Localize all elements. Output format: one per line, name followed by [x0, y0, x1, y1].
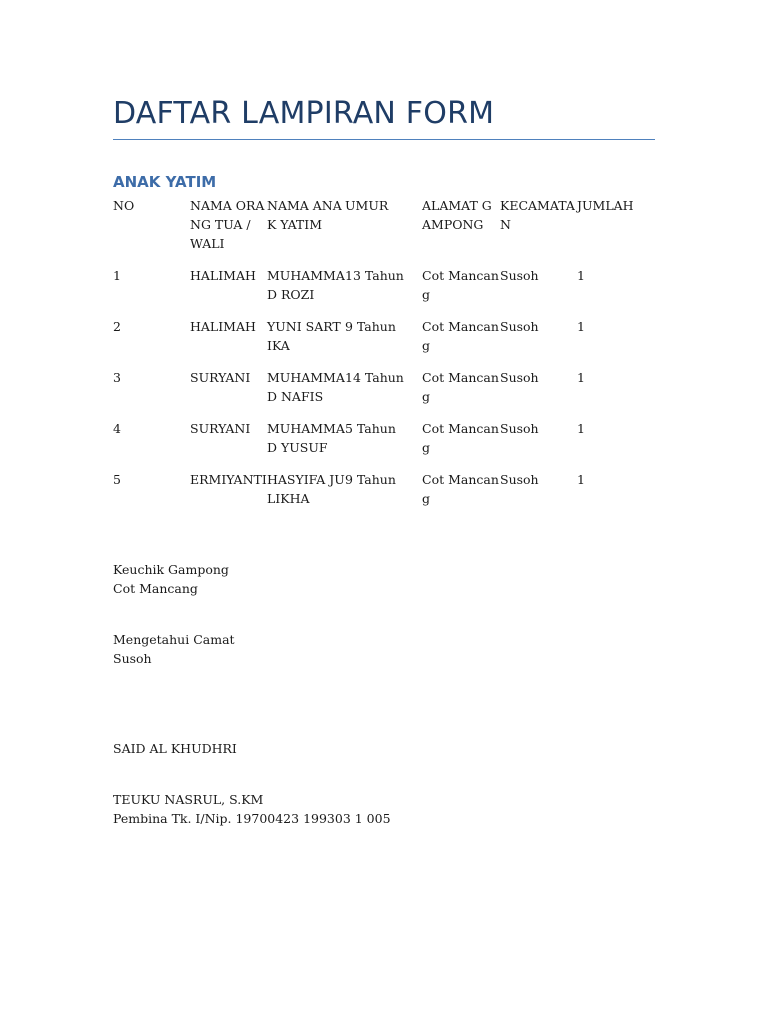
header-count: JUMLAH	[577, 198, 634, 213]
camat-signer-rank: Pembina Tk. I/Nip. 19700423 199303 1 005	[113, 811, 391, 826]
cell-address: Cot Mancang	[422, 268, 499, 302]
table-header-row	[113, 196, 655, 266]
table-row	[113, 317, 655, 368]
cell-parent-name: SURYANI	[190, 421, 251, 436]
cell-age: 5 Tahun	[345, 421, 396, 436]
cell-age: 9 Tahun	[345, 472, 396, 487]
header-no: NO	[113, 198, 135, 213]
cell-no: 3	[113, 370, 121, 385]
cell-address: Cot Mancang	[422, 319, 499, 353]
cell-address: Cot Mancang	[422, 370, 499, 404]
header-parent-name: NAMA ORANG TUA / WALI	[190, 198, 265, 251]
cell-district: Susoh	[500, 268, 539, 283]
table-row	[113, 470, 655, 521]
cell-address: Cot Mancang	[422, 421, 499, 455]
section-heading: ANAK YATIM	[113, 173, 217, 191]
camat-signer-name: TEUKU NASRUL, S.KM	[113, 792, 264, 807]
cell-count: 1	[577, 472, 585, 487]
cell-count: 1	[577, 421, 585, 436]
cell-age: 13 Tahun	[345, 268, 404, 283]
cell-count: 1	[577, 268, 585, 283]
keuchik-village: Cot Mancang	[113, 581, 198, 596]
cell-child-name: YUNI SARTIKA	[267, 319, 341, 353]
cell-district: Susoh	[500, 370, 539, 385]
keuchik-signer-name: SAID AL KHUDHRI	[113, 741, 237, 756]
cell-parent-name: HALIMAH	[190, 319, 256, 334]
cell-child-name: HASYIFA JULIKHA	[267, 472, 345, 506]
keuchik-signer	[113, 739, 237, 758]
table-row	[113, 419, 655, 470]
cell-child-name: MUHAMMAD YUSUF	[267, 421, 345, 455]
table-row	[113, 266, 655, 317]
cell-age: 9 Tahun	[345, 319, 396, 334]
cell-parent-name: HALIMAH	[190, 268, 256, 283]
cell-parent-name: SURYANI	[190, 370, 251, 385]
cell-no: 5	[113, 472, 121, 487]
cell-no: 2	[113, 319, 121, 334]
cell-district: Susoh	[500, 472, 539, 487]
camat-signature-block	[113, 630, 235, 668]
orphan-table	[113, 196, 655, 521]
keuchik-title: Keuchik Gampong	[113, 562, 229, 577]
title-divider	[113, 139, 655, 140]
cell-age: 14 Tahun	[345, 370, 404, 385]
camat-district: Susoh	[113, 651, 152, 666]
cell-district: Susoh	[500, 421, 539, 436]
cell-child-name: MUHAMMAD NAFIS	[267, 370, 345, 404]
camat-signer	[113, 790, 391, 828]
cell-no: 4	[113, 421, 121, 436]
cell-parent-name: ERMIYANTI	[190, 472, 267, 487]
header-address: ALAMAT GAMPONG	[422, 198, 492, 232]
cell-count: 1	[577, 319, 585, 334]
document-title: DAFTAR LAMPIRAN FORM	[113, 96, 495, 131]
keuchik-signature-block	[113, 560, 229, 598]
header-district: KECAMATAN	[500, 198, 575, 232]
cell-count: 1	[577, 370, 585, 385]
cell-address: Cot Mancang	[422, 472, 499, 506]
cell-child-name: MUHAMMAD ROZI	[267, 268, 345, 302]
camat-title: Mengetahui Camat	[113, 632, 235, 647]
cell-district: Susoh	[500, 319, 539, 334]
header-age: UMUR	[345, 198, 389, 213]
table-row	[113, 368, 655, 419]
cell-no: 1	[113, 268, 121, 283]
header-child-name: NAMA ANAK YATIM	[267, 198, 342, 232]
